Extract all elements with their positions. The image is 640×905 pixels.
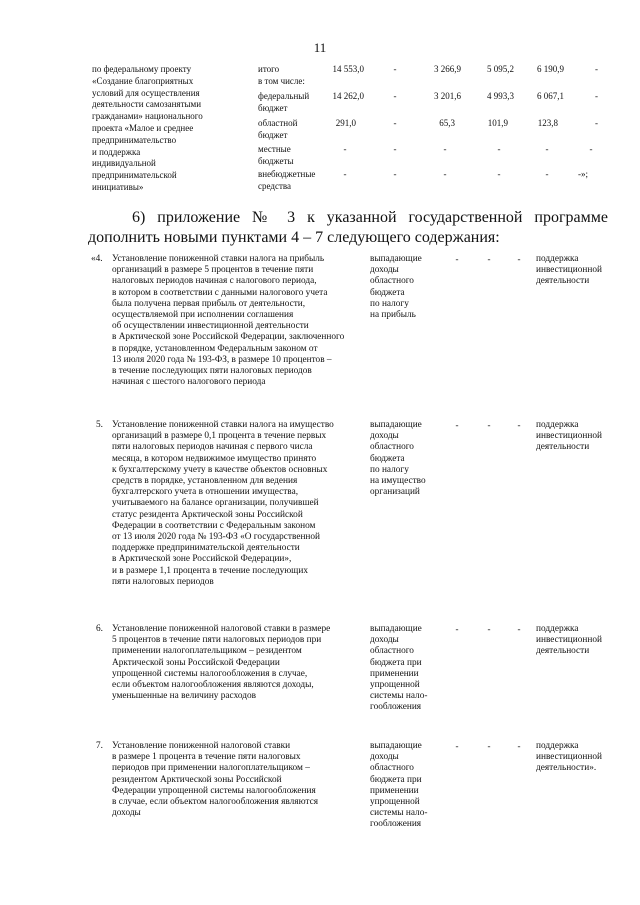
table-row (0, 118, 640, 142)
item-effect (370, 254, 450, 321)
text-line: Арктической зоны Российской Федерации (112, 657, 280, 668)
text-line: применении (370, 668, 419, 679)
text-line: Федерации упрощенной системы налогообложения (112, 785, 316, 796)
project-line: предпринимательство (92, 134, 177, 145)
text-line: применении (370, 785, 419, 796)
item-goal (536, 624, 636, 658)
text-line: Установление пониженной налоговой ставки (112, 741, 291, 751)
text-line: по налогу (370, 298, 409, 309)
source-line: областной (258, 118, 298, 128)
text-line: 13 июля 2020 года № 193-ФЗ, в размере 10 процентов – (112, 354, 332, 365)
text-line: учитываемого на балансе организации, получившей (112, 498, 319, 509)
text-line: поддержка (536, 741, 579, 751)
year-value: 6 190,9 (537, 64, 564, 74)
item-effect (370, 624, 450, 714)
source-line: бюджеты (258, 155, 294, 166)
text-line: выпадающие (370, 254, 422, 264)
text-line: областного (370, 646, 414, 657)
text-line: бухгалтерского учета в отношении имущества, (112, 487, 299, 498)
item-dash: - (517, 254, 521, 264)
text-line: поддержка (536, 254, 579, 264)
item-dash: - (455, 254, 459, 264)
item-dash: - (487, 420, 491, 430)
source-line: средства (258, 180, 292, 191)
total-value: 14 553,0 (332, 64, 364, 74)
table-row (0, 64, 640, 88)
text-line: Установление пониженной налоговой ставки в размере (112, 624, 331, 634)
year-value: - (589, 144, 593, 154)
table-row (0, 169, 640, 193)
list-item (0, 624, 640, 724)
year-value: 3 201,6 (434, 91, 461, 101)
item-goal (536, 254, 636, 288)
total-value: - (343, 144, 347, 154)
source-line: в том числе: (258, 75, 305, 86)
year-value: 3 266,9 (434, 64, 461, 74)
table-row (0, 91, 640, 115)
year-value: 65,3 (439, 118, 455, 128)
text-line: бюджета при (370, 657, 422, 668)
item-dash: - (517, 741, 521, 751)
year-value: - (545, 144, 549, 154)
year-value: 123,8 (537, 118, 558, 128)
text-line: системы нало- (370, 808, 428, 819)
year-value: - (393, 169, 397, 179)
text-line: поддержка (536, 624, 579, 634)
text-line: гообложения (370, 819, 422, 830)
item-dash: - (455, 624, 459, 634)
text-line: организаций (370, 487, 420, 498)
total-value: 291,0 (335, 118, 356, 128)
project-line: условий для осуществления (92, 87, 200, 98)
year-value: - (595, 91, 598, 101)
text-line: осуществляемой при исполнении соглашения (112, 310, 294, 321)
list-item (0, 741, 640, 841)
year-value: - (595, 118, 598, 128)
list-item (0, 254, 640, 404)
text-line: упрощенной системы налогообложения в случае, (112, 668, 308, 679)
text-line: организаций в размере 5 процентов в течение пяти (112, 265, 314, 276)
text-line: об осуществлении инвестиционной деятельности (112, 321, 309, 332)
year-value: 4 993,3 (487, 91, 514, 101)
source-line: итого (258, 64, 280, 74)
project-line: инициативы» (92, 181, 144, 192)
section-heading: 6) приложение № 3 к указанной государственной программе дополнить новыми пунктами 4 – 7 следующего содержания: (88, 209, 608, 246)
table-row (0, 144, 640, 168)
year-value: - (545, 169, 549, 179)
item-dash: - (487, 624, 491, 634)
text-line: периодов при применении налогоплательщиком – (112, 763, 310, 774)
funding-source (258, 144, 330, 168)
text-line: применении налогоплательщиком – резидентом (112, 646, 302, 657)
text-line: Установление пониженной ставки налога на имущество (112, 420, 334, 430)
text-line: доходы (370, 265, 399, 276)
item-dash: - (487, 254, 491, 264)
text-line: инвестиционной (536, 265, 602, 276)
text-line: доходы (370, 635, 399, 646)
text-line: в случае, если объектом налогообложения являются (112, 797, 318, 808)
text-line: деятельности (536, 442, 590, 453)
text-line: Федерации в соответствии с Федеральным законом (112, 520, 316, 531)
item-dash: - (455, 420, 459, 430)
text-line: статус резидента Арктической зоны Российской (112, 509, 303, 520)
project-line: индивидуальной (92, 158, 156, 169)
source-line: федеральный (258, 91, 310, 101)
item-goal (536, 741, 636, 775)
text-line: инвестиционной (536, 635, 602, 646)
year-value: - (443, 169, 447, 179)
item-number: 5. (96, 420, 103, 430)
text-line: областного (370, 276, 414, 287)
year-value: - (393, 64, 397, 74)
text-line: если объектом налогообложения являются доходы, (112, 680, 314, 691)
year-value: - (443, 144, 447, 154)
year-value: -»; (578, 169, 588, 179)
source-line: внебюджетные (258, 169, 316, 179)
item-description (91, 254, 372, 388)
text-line: бюджета (370, 453, 405, 464)
year-value: - (393, 118, 397, 128)
text-line: гообложения (370, 702, 422, 713)
text-line: была получена первая прибыль от деятельности, (112, 298, 306, 309)
text-line: месяца, в котором недвижимое имущество принято (112, 453, 317, 464)
year-value: 5 095,2 (487, 64, 514, 74)
text-line: выпадающие (370, 741, 422, 751)
item-dash: - (517, 420, 521, 430)
item-dash: - (517, 624, 521, 634)
text-line: в котором в соответствии с данными налогового учета (112, 287, 328, 298)
item-dash: - (487, 741, 491, 751)
text-line: доходы (112, 808, 141, 819)
text-line: деятельности (536, 646, 590, 657)
item-number: «4. (91, 254, 103, 264)
text-line: деятельности». (536, 763, 597, 774)
source-line: местные (258, 144, 291, 154)
text-line: пяти налоговых периодов (112, 576, 214, 587)
year-value: - (393, 144, 397, 154)
text-line: организаций в размере 0,1 процента в течение первых (112, 431, 327, 442)
text-line: по налогу (370, 464, 409, 475)
year-value: 6 067,1 (537, 91, 564, 101)
project-line: проекта «Малое и среднее (92, 122, 194, 133)
text-line: 5 процентов в течение пяти налоговых периодов при (112, 635, 322, 646)
text-line: в размере 1 процента в течение пяти налоговых (112, 752, 301, 763)
item-description (96, 420, 372, 588)
text-line: резидентом Арктической зоны Российской (112, 774, 282, 785)
year-value: - (595, 64, 598, 74)
text-line: уменьшенные на величину расходов (112, 691, 257, 702)
item-goal (536, 420, 636, 454)
text-line: доходы (370, 752, 399, 763)
text-line: и в размере 1,1 процента в течение последующих (112, 565, 308, 576)
source-line: бюджет (258, 129, 288, 140)
item-effect (370, 420, 450, 498)
text-line: средств в порядке, установленном для ведения (112, 476, 298, 487)
item-description (96, 741, 372, 819)
project-line: «Создание благоприятных (92, 75, 194, 86)
item-dash: - (455, 741, 459, 751)
text-line: инвестиционной (536, 431, 602, 442)
year-value: - (497, 169, 501, 179)
total-value: - (343, 169, 347, 179)
text-line: в течение последующих пяти налоговых периодов (112, 366, 312, 377)
text-line: к бухгалтерскому учету в качестве объектов основных (112, 464, 328, 475)
funding-source (258, 169, 330, 193)
text-line: доходы (370, 431, 399, 442)
text-line: в Арктической зоне Российской Федерации, заключенного (112, 332, 345, 343)
text-line: поддержке предпринимательской деятельности (112, 543, 300, 554)
text-line: бюджета (370, 287, 405, 298)
year-value: - (497, 144, 501, 154)
text-line: бюджета при (370, 774, 422, 785)
text-line: областного (370, 442, 414, 453)
text-line: начиная с шестого налогового периода (112, 377, 266, 388)
text-line: на прибыль (370, 310, 416, 321)
text-line: упрощенной (370, 680, 420, 691)
text-line: поддержка (536, 420, 579, 430)
text-line: налоговых периодов начиная с налогового периода, (112, 276, 317, 287)
item-number: 6. (96, 624, 103, 634)
item-number: 7. (96, 741, 103, 751)
project-line: по федеральному проекту (92, 64, 192, 74)
text-line: от 13 июля 2020 года № 193-ФЗ «О государственной (112, 532, 321, 543)
year-value: - (393, 91, 397, 101)
text-line: инвестиционной (536, 752, 602, 763)
project-line: гражданами» национального (92, 111, 203, 122)
text-line: на имущество (370, 476, 426, 487)
text-line: системы нало- (370, 691, 428, 702)
project-line: деятельности самозанятыми (92, 99, 202, 110)
source-line: бюджет (258, 102, 288, 113)
text-line: деятельности (536, 276, 590, 287)
item-effect (370, 741, 450, 831)
text-line: в Арктической зоне Российской Федерации», (112, 554, 292, 565)
project-line: и поддержка (92, 146, 141, 157)
text-line: упрощенной (370, 797, 420, 808)
text-line: пяти налоговых периодов начиная с первого числа (112, 442, 313, 453)
project-line: предпринимательской (92, 170, 177, 181)
text-line: Установление пониженной ставки налога на прибыль (112, 254, 325, 264)
total-value: 14 262,0 (332, 91, 364, 101)
year-value: 101,9 (487, 118, 508, 128)
text-line: областного (370, 763, 414, 774)
text-line: выпадающие (370, 624, 422, 634)
text-line: в порядке, установленном Федеральным законом от (112, 343, 318, 354)
item-description (96, 624, 372, 702)
text-line: выпадающие (370, 420, 422, 430)
list-item (0, 420, 640, 610)
page-number: 11 (313, 40, 327, 55)
